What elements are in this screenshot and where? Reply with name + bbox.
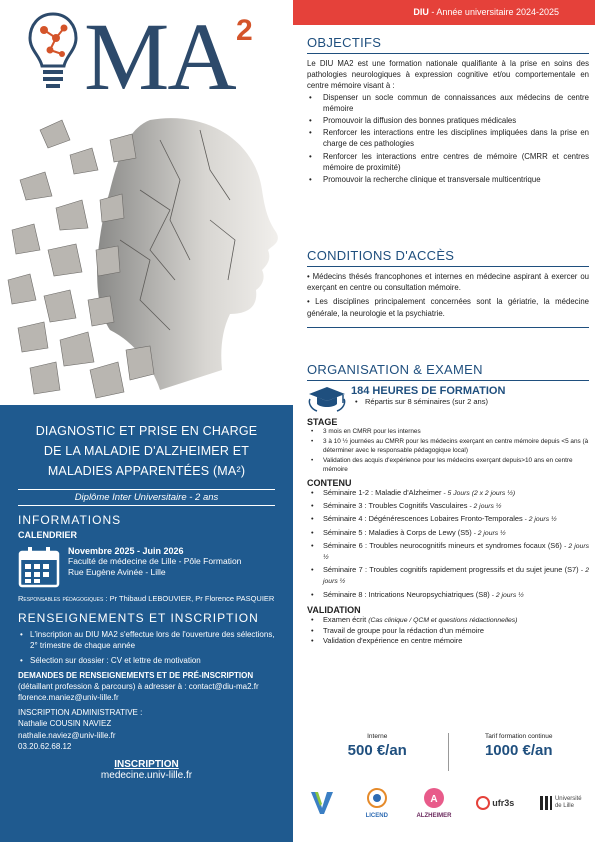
price-value: 1000 €/an xyxy=(484,742,553,759)
univ-lille-logo-icon xyxy=(539,794,553,812)
responsables-names: : Pr Thibaud LEBOUVIER, Pr Florence PASQUIER xyxy=(103,594,275,603)
calendar-details xyxy=(68,546,241,588)
organisation-heading: ORGANISATION & EXAMEN xyxy=(307,362,483,377)
admin-email-link[interactable]: nathalie.naviez@univ-lille.fr xyxy=(18,730,116,740)
conditions-text: Médecins thésés francophones et internes en médecine aspirant à exercer ou exerçant en centre ou consultation mémoire. xyxy=(307,272,590,293)
lightbulb-molecule-icon xyxy=(26,10,80,104)
list-item: • Dispenser un socle commun de connaissances aux médecins de centre mémoire xyxy=(307,92,589,114)
divider xyxy=(307,53,589,54)
right-column xyxy=(293,0,595,842)
list-item: • Sélection sur dossier : CV et lettre de motivation xyxy=(18,655,275,666)
partner-logo-1 xyxy=(307,790,337,816)
logo-superscript: 2 xyxy=(236,14,253,47)
seminaire-label: Séminaire 8 : Intrications Neuropsychiatriques (S8) xyxy=(323,589,490,599)
partner-name: ALZHEIMER xyxy=(416,813,452,819)
hours-text xyxy=(351,385,505,406)
inscription-url-link[interactable]: medecine.univ-lille.fr xyxy=(100,769,193,781)
list-item: • Promouvoir la diffusion des bonnes pratiques médicales xyxy=(307,115,589,126)
validation-label: Validation d'expérience en centre mémoire xyxy=(323,636,463,646)
seminaire-detail: - 2 jours ½ xyxy=(522,516,557,524)
seminaire-item xyxy=(307,565,589,587)
calendar-block xyxy=(18,546,275,588)
list-item: • Renforcer les interactions entre centres de mémoire (CMRR et centres mémoire de proximité) xyxy=(307,151,589,173)
seminaire-list xyxy=(307,488,589,601)
price-value: 500 €/an xyxy=(347,742,407,759)
responsables-label: Responsables pédagogiques xyxy=(18,594,104,603)
demandes-rest: (détaillant profession & parcours) à adresser à : contact@diu-ma2.fr xyxy=(18,682,259,691)
validation-item xyxy=(307,626,589,636)
list-item: • Renforcer les interactions entre les disciplines impliquées dans la prise en charge de ces pathologies xyxy=(307,127,589,149)
divider xyxy=(307,380,589,381)
seminaire-item xyxy=(307,501,589,512)
diagnostic-title-line: DE LA MALADIE D'ALZHEIMER ET xyxy=(43,444,250,458)
calendar-place xyxy=(68,556,241,578)
seminaire-detail: - 2 jours ½ xyxy=(467,503,502,511)
objectifs-list xyxy=(307,92,589,186)
partner-v-logo-icon xyxy=(307,790,337,816)
diagnostic-title xyxy=(18,405,275,481)
conditions-item: • Les disciplines principalement concernées sont la gériatrie, la médecine générale, la neurologie et la psychiatrie. xyxy=(307,297,589,318)
diagnostic-title-line: MALADIES APPARENTÉES (MA²) xyxy=(47,464,246,478)
partner-logo-alzheimer xyxy=(416,787,451,819)
place-line: Rue Eugène Avinée - Lille xyxy=(68,567,166,577)
header-bar xyxy=(293,0,595,25)
partner-logos xyxy=(307,783,589,823)
renseignements-heading: RENSEIGNEMENTS ET INSCRIPTION xyxy=(18,611,259,625)
price-formation-continue xyxy=(449,733,590,771)
alzheimer-logo-icon xyxy=(419,787,449,813)
admin-name: Nathalie COUSIN NAVIEZ xyxy=(18,719,112,728)
partner-logo-ufr3s xyxy=(476,796,514,810)
diagnostic-title-line: DIAGNOSTIC ET PRISE EN CHARGE xyxy=(35,424,258,438)
graduation-cap-icon xyxy=(307,385,347,413)
partner-logo-univ-lille xyxy=(539,794,589,812)
seminaire-item xyxy=(307,528,589,539)
seminaire-detail: - 5 Jours (2 x 2 jours ½) xyxy=(441,490,516,497)
validation-heading: VALIDATION xyxy=(307,604,361,615)
conditions-heading: CONDITIONS D'ACCÈS xyxy=(307,248,455,263)
renseignements-list xyxy=(18,629,275,666)
seminaire-detail: - 2 jours ½ xyxy=(471,529,506,537)
responsables xyxy=(18,594,275,604)
place-line: Faculté de médecine de Lille - Pôle Formation xyxy=(68,556,242,566)
hours-sub: • Répartis sur 8 séminaires (sur 2 ans) xyxy=(351,397,505,406)
seminaire-label: Séminaire 5 : Maladies à Corps de Lewy (S5) xyxy=(323,527,472,537)
header-diu: DIU xyxy=(413,7,429,17)
conditions-text: Les disciplines principalement concernées sont la gériatrie, la médecine générale, la neurologie et la psychiatrie. xyxy=(307,297,589,318)
list-item: • Promouvoir la recherche clinique et transversale multicentrique xyxy=(307,174,589,185)
hours-title: 184 HEURES DE FORMATION xyxy=(351,385,506,397)
hours-block xyxy=(307,385,589,413)
seminaire-item xyxy=(307,590,589,601)
header-year: - Année universitaire 2024-2025 xyxy=(428,7,559,17)
diploma-line: Diplôme Inter Universitaire - 2 ans xyxy=(18,489,275,506)
partner-name: ufr3s xyxy=(492,798,515,808)
organisation-section xyxy=(307,362,589,646)
list-item: • Validation des acquis d'expérience pour les médecins exerçant depuis>10 ans en centre mémoire xyxy=(307,456,589,474)
validation-label: Examen écrit xyxy=(323,614,369,624)
calendar-dates: Novembre 2025 - Juin 2026 xyxy=(68,546,184,556)
partner-name: Université de Lille xyxy=(554,796,582,809)
validation-detail: (Cas clinique / QCM et questions rédactionnelles) xyxy=(368,616,518,624)
seminaire-label: Séminaire 1-2 : Maladie d'Alzheimer xyxy=(323,488,442,497)
validation-item xyxy=(307,615,589,626)
conditions-item: • Médecins thésés francophones et internes en médecine aspirant à exercer ou exerçant en centre ou consultation mémoire. xyxy=(307,272,590,293)
left-column xyxy=(0,0,293,842)
price-label: Tarif formation continue xyxy=(484,733,553,740)
ufr3s-logo-icon xyxy=(476,796,490,810)
divider xyxy=(307,327,589,328)
list-item: • L'inscription au DIU MA2 s'effectue lors de l'ouverture des sélections, 2° trimestre de chaque année xyxy=(18,629,275,651)
partner-name: LICEND xyxy=(365,813,388,819)
prices-block xyxy=(307,733,589,771)
objectifs-intro: Le DIU MA2 est une formation nationale qualifiante à la prise en soins des pathologies neurologiques à expression cognitive et/ou comportementale en centre mémoire visant à : xyxy=(307,59,589,91)
info-panel xyxy=(0,405,293,842)
seminaire-label: Séminaire 6 : Troubles neurocognitifs mineurs et syndromes focaux (S6) xyxy=(323,540,562,550)
calendar-heading: CALENDRIER xyxy=(18,530,78,540)
divider xyxy=(307,266,589,267)
logo-wordmark: MA xyxy=(84,3,235,110)
admin-heading: INSCRIPTION ADMINISTRATIVE : xyxy=(18,707,143,717)
seminaire-item xyxy=(307,541,589,563)
demandes-bold: DEMANDES DE RENSEIGNEMENTS ET DE PRÉ-INSCRIPTION xyxy=(18,671,254,680)
list-item: • 3 mois en CMRR pour les internes xyxy=(307,427,589,436)
stage-heading: STAGE xyxy=(307,417,338,427)
validation-item xyxy=(307,636,589,646)
seminaire-label: Séminaire 4 : Dégénérescences Lobaires Fronto-Temporales xyxy=(323,514,523,524)
inscription-heading: INSCRIPTION xyxy=(114,758,179,770)
list-item: • 3 à 10 ½ journées au CMRR pour les médecins exerçant en centre mémoire depuis <5 ans (à déterminer avec le responsable pédagogique local) xyxy=(307,437,589,455)
contact-email-link[interactable]: florence.maniez@univ-lille.fr xyxy=(18,693,119,702)
demandes-text xyxy=(18,670,275,692)
seminaire-label: Séminaire 7 : Troubles cognitifs rapidement progressifs et du sujet jeune (S7) xyxy=(323,565,579,575)
objectifs-section xyxy=(307,35,589,186)
fragmented-head-illustration xyxy=(0,100,293,405)
conditions-section xyxy=(307,248,589,332)
seminaire-detail: - 2 jours ½ xyxy=(489,591,524,599)
validation-label: Travail de groupe pour la rédaction d'un mémoire xyxy=(323,626,484,636)
informations-heading: INFORMATIONS xyxy=(18,513,122,527)
price-label: Interne xyxy=(367,733,388,740)
contenu-heading: CONTENU xyxy=(307,478,352,488)
seminaire-item xyxy=(307,488,589,499)
seminaire-label: Séminaire 3 : Troubles Cognitifs Vasculaires xyxy=(323,501,468,511)
calendar-icon xyxy=(18,546,60,588)
svg-text:A: A xyxy=(430,794,438,805)
price-interne xyxy=(307,733,449,771)
hero-area xyxy=(0,0,293,405)
seminaire-detail: - 2 jours ½ xyxy=(323,567,589,586)
licend-logo-icon xyxy=(362,787,392,813)
objectifs-heading: OBJECTIFS xyxy=(307,35,382,50)
stage-list xyxy=(307,427,589,474)
seminaire-detail: - 2 jours ½ xyxy=(323,542,589,562)
partner-logo-licend xyxy=(362,787,392,819)
seminaire-item xyxy=(307,514,589,525)
validation-list xyxy=(307,615,589,647)
admin-phone: 03.20.62.68.12 xyxy=(18,742,72,751)
